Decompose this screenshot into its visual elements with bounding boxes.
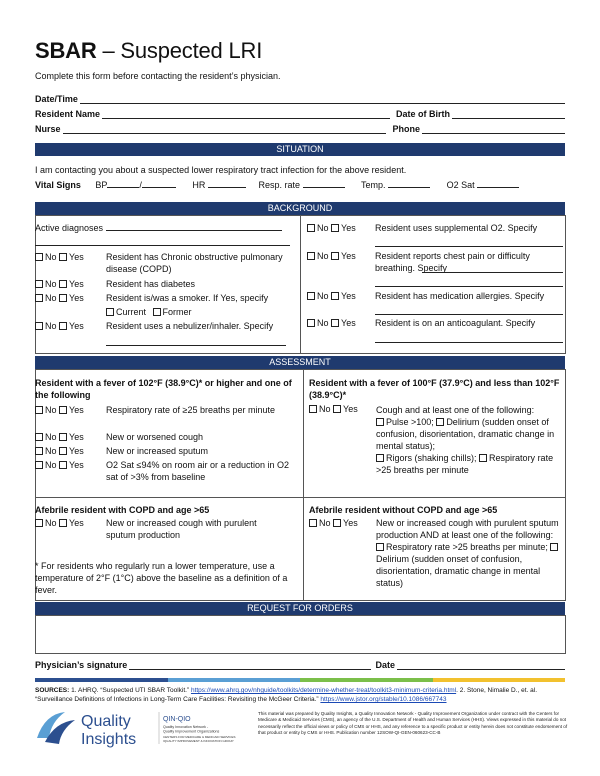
bp-systolic-field[interactable] <box>107 179 139 188</box>
logo-line-1: Quality <box>81 713 131 730</box>
pulse-text: Pulse >100; <box>386 417 434 427</box>
anticoag-field[interactable] <box>375 334 563 343</box>
resp-rate-no-checkbox[interactable] <box>35 406 43 414</box>
former-checkbox[interactable] <box>153 308 161 316</box>
chest-pain-field-2[interactable] <box>375 278 563 287</box>
fever-mid-heading: Resident with a fever of 100°F (37.9°C) and less than 102°F (38.9°C)* <box>309 378 560 400</box>
resp-field[interactable] <box>303 179 345 188</box>
cough-yes-checkbox[interactable] <box>59 433 67 441</box>
active-dx-field-2[interactable] <box>35 237 290 246</box>
pulse-checkbox[interactable] <box>376 418 384 426</box>
diabetes-no-checkbox[interactable] <box>35 280 43 288</box>
assessment-divider <box>303 369 304 600</box>
o2sat-yes-checkbox[interactable] <box>59 461 67 469</box>
physician-signature-label: Physician’s signature <box>35 660 128 670</box>
temp-field[interactable] <box>388 179 430 188</box>
copd-yes-checkbox[interactable] <box>59 253 67 261</box>
cough-text: New or worsened cough <box>106 432 204 442</box>
background-divider <box>300 215 301 353</box>
assessment-heading: ASSESSMENT <box>35 356 565 369</box>
o2-supp-yes-checkbox[interactable] <box>331 224 339 232</box>
cough-no-checkbox[interactable] <box>35 433 43 441</box>
afebrile-resp-checkbox[interactable] <box>376 543 384 551</box>
active-diagnoses <box>35 222 295 246</box>
sputum-text: New or increased sputum <box>106 446 209 456</box>
background-heading: BACKGROUND <box>35 202 565 215</box>
nebulizer-field[interactable] <box>106 337 286 346</box>
diabetes-yes-checkbox[interactable] <box>59 280 67 288</box>
physician-signature-field[interactable] <box>129 659 371 670</box>
chest-pain-field[interactable] <box>422 264 563 273</box>
qin-sub-1: Quality Innovation Network - <box>163 725 209 729</box>
allergies-no-checkbox[interactable] <box>307 292 315 300</box>
afebrile-nocopd-yn: No Yes <box>309 517 358 529</box>
situation-heading: SITUATION <box>35 143 565 156</box>
diabetes-yn: No Yes <box>35 278 84 290</box>
sputum-no-checkbox[interactable] <box>35 447 43 455</box>
resp-rate-yes-checkbox[interactable] <box>59 406 67 414</box>
chest-pain-text: Resident reports chest pain or difficulty breathing. Specify <box>375 251 530 273</box>
afebrile-copd-yes-checkbox[interactable] <box>59 519 67 527</box>
dob-field[interactable] <box>452 108 565 119</box>
bp-label: BP <box>95 180 108 190</box>
allergies-yn: No Yes <box>307 290 356 302</box>
afebrile-copd-no-checkbox[interactable] <box>35 519 43 527</box>
copd-text: Resident has Chronic obstructive pulmonary disease (COPD) <box>106 252 283 274</box>
afebrile-nocopd-criteria <box>376 517 564 589</box>
logo-line-2: Insights <box>81 731 137 748</box>
qin-sub-3: CENTERS FOR MEDICARE & MEDICAID SERVICES <box>163 735 236 739</box>
chest-pain-yes-checkbox[interactable] <box>331 252 339 260</box>
nebulizer-no-checkbox[interactable] <box>35 322 43 330</box>
afebrile-delirium-checkbox[interactable] <box>550 543 558 551</box>
copd-no-checkbox[interactable] <box>35 253 43 261</box>
anticoag-text: Resident is on an anticoagulant. Specify <box>375 318 536 328</box>
smoker-yn: No Yes <box>35 292 84 304</box>
sputum-yn: No Yes <box>35 445 84 457</box>
stripe-seg-1 <box>35 678 168 682</box>
o2-label: O2 Sat <box>446 180 475 190</box>
afebrile-delirium-text: Delirium (sudden onset of confusion, disorientation, dramatic change in mental status) <box>376 554 541 588</box>
chest-pain-no-checkbox[interactable] <box>307 252 315 260</box>
afebrile-copd-yn: No Yes <box>35 517 84 529</box>
quality-insights-logo <box>35 708 255 748</box>
afebrile-resp-text: Respiratory rate >25 breaths per minute; <box>386 542 548 552</box>
afebrile-copd-heading: Afebrile resident with COPD and age >65 <box>35 505 210 515</box>
afebrile-nocopd-no-checkbox[interactable] <box>309 519 317 527</box>
vital-signs-row <box>35 179 519 191</box>
chest-pain-yn: No Yes <box>307 250 356 262</box>
stripe-seg-3 <box>300 678 433 682</box>
logo-graphic <box>35 708 255 748</box>
allergies-yes-checkbox[interactable] <box>331 292 339 300</box>
smoker-yes-checkbox[interactable] <box>59 294 67 302</box>
smoker-options: Current Former <box>106 306 192 318</box>
footnote: * For residents who regularly run a lower temperature, use a temperature of 2°F (1°C) above the baseline as a definition of a fever. <box>35 561 288 595</box>
resp-rate-text: Respiratory rate of ≥25 breaths per minute <box>106 405 276 415</box>
source-2-link[interactable]: https://www.jstor.org/stable/10.1086/667743 <box>320 696 447 703</box>
source-1-link[interactable]: https://www.ahrq.gov/nhguide/toolkits/determine-whether-treat/toolkit3-minimum-criteria.html <box>190 687 457 694</box>
sources: SOURCES: 1. AHRQ. “Suspected UTI SBAR Toolkit.” https://www.ahrq.gov/nhguide/toolkits/determine-whether-treat/toolkit3-minimum-criteria.html. 2. Stone, Nimalie D., et. al. “Surveillance Definitions of Infections in Long-Term Care Facilities: Revisiting the McGeer Criteria.” https://www.jstor.org/stable/10.1086/667743 <box>35 687 538 703</box>
afebrile-nocopd-yes-checkbox[interactable] <box>333 519 341 527</box>
delirium-checkbox[interactable] <box>436 418 444 426</box>
fever-mid-criteria <box>376 404 564 476</box>
fever-high-heading: Resident with a fever of 102°F (38.9°C)* or higher and one of the following <box>35 378 292 400</box>
signature-date-field[interactable] <box>397 659 565 670</box>
nebulizer-yn: No Yes <box>35 320 84 332</box>
bp-slash: / <box>139 180 142 190</box>
o2-supp-field[interactable] <box>375 238 563 247</box>
nurse-label: Nurse <box>35 124 61 134</box>
afebrile-copd-text: New or increased cough with purulent sputum production <box>106 518 257 540</box>
o2-supp-yn: No Yes <box>307 222 356 234</box>
hr-label: HR <box>192 180 206 190</box>
sources-label: SOURCES: <box>35 687 70 694</box>
hr-field[interactable] <box>208 179 246 188</box>
signature-row <box>35 659 565 670</box>
o2sat-yn: No Yes <box>35 459 84 471</box>
anticoag-yes-checkbox[interactable] <box>331 319 339 327</box>
o2-field[interactable] <box>477 179 519 188</box>
anticoag-yn: No Yes <box>307 317 356 329</box>
allergies-field[interactable] <box>375 306 563 315</box>
o2-supp-no-checkbox[interactable] <box>307 224 315 232</box>
phone-field[interactable] <box>422 123 565 134</box>
page-title: SBAR – Suspected LRI <box>35 38 263 63</box>
nebulizer-text: Resident uses a nebulizer/inhaler. Specify <box>106 321 274 331</box>
fever-mid-no-checkbox[interactable] <box>309 405 317 413</box>
signature-date-label: Date <box>375 660 395 670</box>
resp-label: Resp. rate <box>258 180 300 190</box>
legal-disclaimer: This material was prepared by Quality Insights, a Quality Innovation Network - Quality Improvement Organization under contract with the Centers for Medicare & Medicaid Services (CMS), an agency of the U.S. Department of Health and Human Services (HHS). Views expressed in this material do not necessarily reflect the official views or policy of CMS or HHS, and any reference to a specific product or entity herein does not constitute endorsement of that product or entity by CMS or HHS. Publication number 12SOW-QI-GEN-060623-CC-B <box>258 711 568 736</box>
nebulizer-yes-checkbox[interactable] <box>59 322 67 330</box>
o2sat-text: O2 Sat ≤94% on room air or a reduction in O2 sat of >3% from baseline <box>106 460 290 482</box>
rigors-text: Rigors (shaking chills); <box>386 453 477 463</box>
temp-label: Temp. <box>361 180 386 190</box>
copd-yn: No Yes <box>35 251 84 263</box>
stripe-seg-2 <box>168 678 301 682</box>
active-dx-field[interactable] <box>106 222 282 231</box>
qin-qio-mark: QIN-QIO <box>163 716 191 723</box>
o2-supp-text: Resident uses supplemental O2. Specify <box>375 223 538 233</box>
orders-textarea[interactable] <box>35 615 566 654</box>
allergies-text: Resident has medication allergies. Specify <box>375 291 545 301</box>
bp-diastolic-field[interactable] <box>142 179 176 188</box>
afebrile-nocopd-text: New or increased cough with purulent sputum production AND at least one of the following: <box>376 518 559 540</box>
delirium-text: Delirium (sudden onset of confusion, disorientation, dramatic change in mental status); <box>376 417 555 451</box>
qin-sub-2: Quality Improvement Organizations <box>163 729 220 734</box>
smoker-text: Resident is/was a smoker. If Yes, specify <box>106 293 269 303</box>
situation-text: I am contacting you about a suspected lower respiratory tract infection for the above resident. <box>35 165 407 175</box>
active-dx-label: Active diagnoses <box>35 223 104 233</box>
resp25-text: Respiratory rate >25 breaths per minute <box>376 453 554 475</box>
assessment-hdivider <box>35 497 565 498</box>
stripe-seg-4 <box>433 678 566 682</box>
logo-mark-icon <box>37 712 75 744</box>
resp25-checkbox[interactable] <box>479 454 487 462</box>
cough-yn: No Yes <box>35 431 84 443</box>
vital-signs-label: Vital Signs <box>35 180 81 190</box>
current-checkbox[interactable] <box>106 308 114 316</box>
fever-mid-yn: No Yes <box>309 403 358 415</box>
orders-heading: REQUEST FOR ORDERS <box>35 602 565 615</box>
nurse-field[interactable] <box>63 123 387 134</box>
afebrile-nocopd-heading: Afebrile resident without COPD and age >65 <box>309 505 498 515</box>
diabetes-text: Resident has diabetes <box>106 279 196 289</box>
resp-rate-yn: No Yes <box>35 404 84 416</box>
date-time-label: Date/Time <box>35 94 78 104</box>
o2sat-no-checkbox[interactable] <box>35 461 43 469</box>
cough-one-text: Cough and at least one of the following: <box>376 405 535 415</box>
fever-mid-yes-checkbox[interactable] <box>333 405 341 413</box>
resident-name-label: Resident Name <box>35 109 101 119</box>
rigors-checkbox[interactable] <box>376 454 384 462</box>
anticoag-no-checkbox[interactable] <box>307 319 315 327</box>
resident-info <box>35 89 565 134</box>
sputum-yes-checkbox[interactable] <box>59 447 67 455</box>
intro-text: Complete this form before contacting the resident’s physician. <box>35 71 281 81</box>
phone-label: Phone <box>392 124 420 134</box>
qin-sub-4: IQUALITY IMPROVEMENT & INNOVATION GROUP <box>163 739 234 743</box>
smoker-no-checkbox[interactable] <box>35 294 43 302</box>
dob-label: Date of Birth <box>396 109 450 119</box>
date-time-field[interactable] <box>80 93 565 104</box>
color-stripe <box>35 678 565 682</box>
resident-name-field[interactable] <box>102 108 390 119</box>
